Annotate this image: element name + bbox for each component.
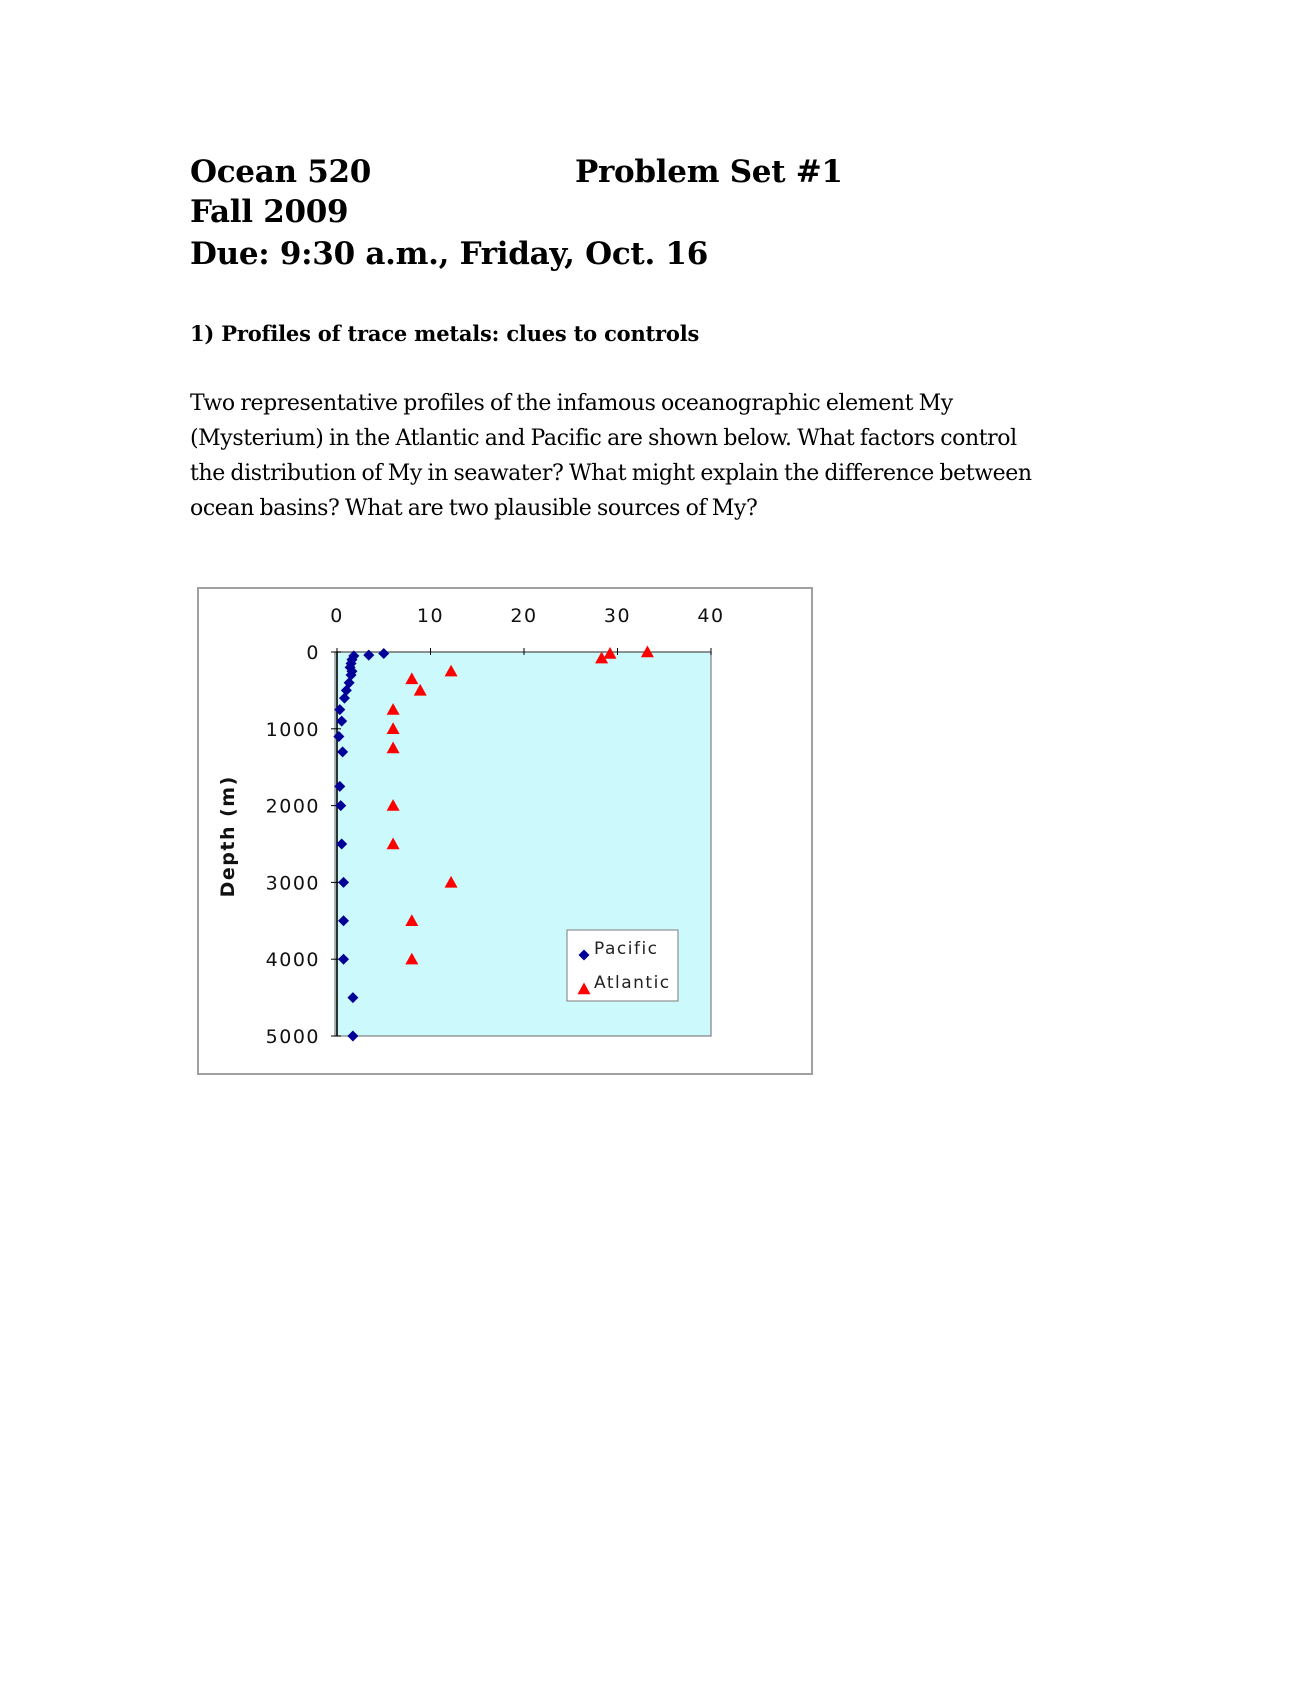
term-label: Fall 2009 (190, 194, 349, 230)
y-tick-label: 0 (306, 642, 320, 664)
y-tick-label: 2000 (265, 795, 320, 818)
question-heading: 1) Profiles of trace metals: clues to controls (190, 321, 700, 346)
legend-atlantic-label: Atlantic (594, 973, 671, 993)
question-line: Two representative profiles of the infamous oceanographic element My (190, 391, 953, 416)
x-tick-label: 20 (510, 605, 538, 627)
x-tick-label: 30 (603, 605, 632, 627)
question-line: (Mysterium) in the Atlantic and Pacific are shown below. What factors control (190, 426, 1017, 451)
question-line: ocean basins? What are two plausible sources of My? (190, 496, 758, 521)
course-title: Ocean 520 (190, 154, 372, 190)
problem-set-title: Problem Set #1 (575, 154, 843, 190)
y-axis-title: Depth (m) (217, 775, 239, 898)
question-line: the distribution of My in seawater? What might explain the difference between (190, 461, 1032, 486)
y-tick-label: 3000 (265, 872, 320, 895)
x-tick-label: 40 (697, 605, 725, 627)
x-tick-label: 0 (330, 605, 344, 627)
y-tick-label: 1000 (265, 718, 320, 741)
x-tick-label: 10 (416, 605, 445, 627)
y-tick-label: 4000 (265, 949, 320, 972)
y-tick-label: 5000 (265, 1026, 320, 1048)
legend-pacific-label: Pacific (594, 939, 659, 959)
due-date: Due: 9:30 a.m., Friday, Oct. 16 (190, 236, 708, 272)
